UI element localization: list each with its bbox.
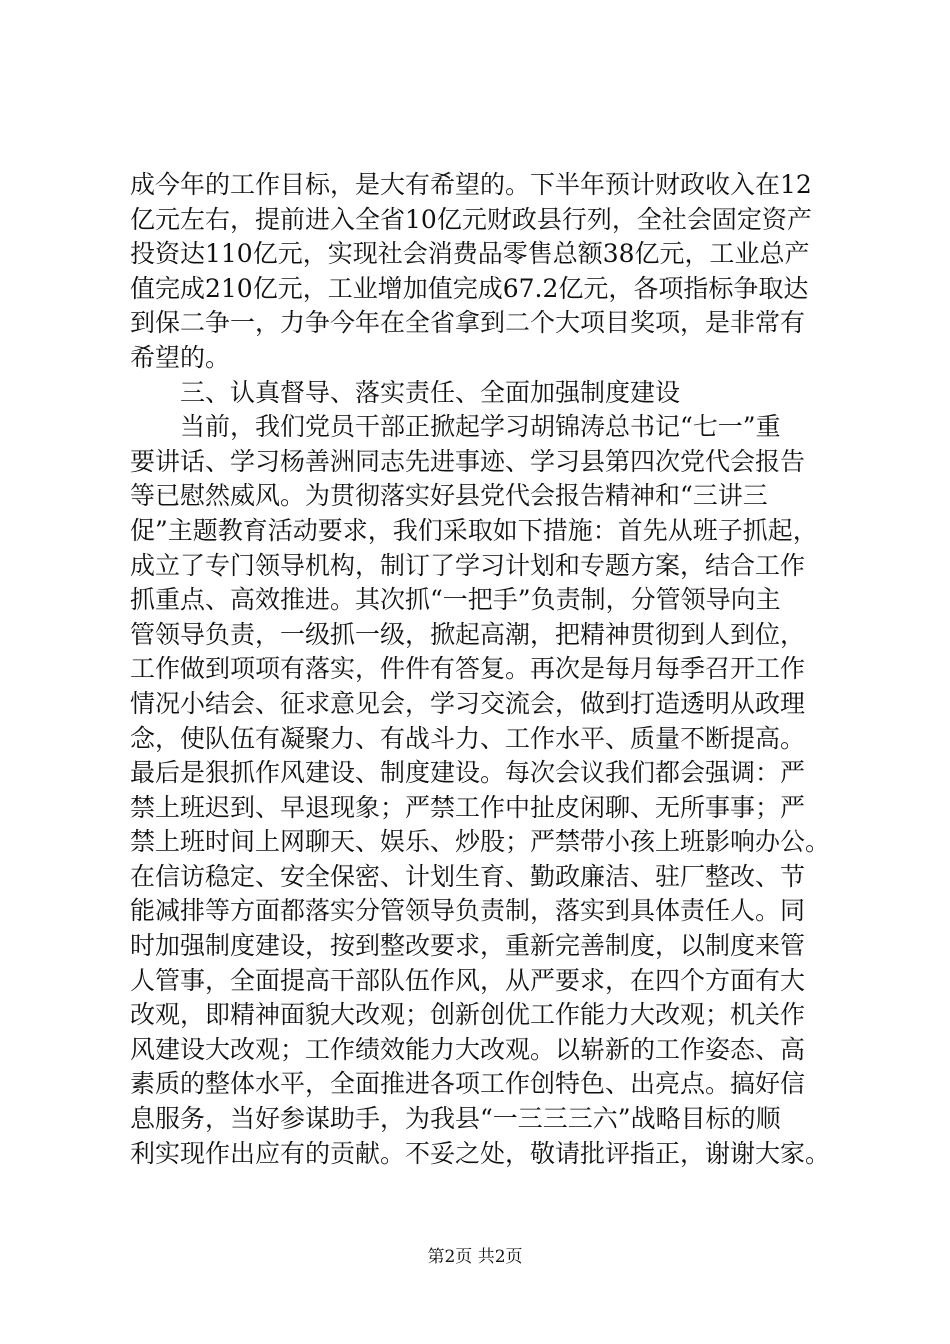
text-line: 最后是狠抓作风建设、制度建设。每次会议我们都会强调：严 — [130, 758, 806, 788]
text-line: 管领导负责，一级抓一级，掀起高潮，把精神贯彻到人到位， — [130, 619, 806, 649]
text-line: 素质的整体水平，全面推进各项工作创特色、出亮点。搞好信 — [130, 1069, 806, 1099]
text-line: 在信访稳定、安全保密、计划生育、勤政廉洁、驻厂整改、节 — [130, 861, 806, 891]
text-line: 到保二争一，力争今年在全省拿到二个大项目奖项，是非常有 — [130, 308, 806, 338]
text-line: 息服务，当好参谋助手，为我县“一三三三六”战略目标的顺 — [130, 1104, 781, 1134]
text-line: 时加强制度建设，按到整改要求，重新完善制度，以制度来管 — [130, 931, 806, 961]
text-line: 要讲话、学习杨善洲同志先进事迹、学习县第四次党代会报告 — [130, 446, 806, 476]
text-line: 成立了专门领导机构，制订了学习计划和专题方案，结合工作 — [130, 550, 806, 580]
text-line: 等已慰然威风。为贯彻落实好县党代会报告精神和“三讲三 — [130, 481, 768, 511]
document-body — [130, 168, 850, 1171]
text-line: 值完成210亿元，工业增加值完成67.2亿元，各项指标争取达 — [130, 273, 809, 303]
text-line: 能减排等方面都落实分管领导负责制，落实到具体责任人。同 — [130, 896, 806, 926]
text-line: 人管事，全面提高干部队伍作风，从严要求，在四个方面有大 — [130, 965, 806, 995]
text-line: 利实现作出应有的贡献。不妥之处，敬请批评指正，谢谢大家。 — [130, 1138, 831, 1168]
text-line: 希望的。 — [130, 342, 231, 372]
text-line: 亿元左右，提前进入全省10亿元财政县行列，全社会固定资产 — [130, 204, 812, 234]
text-line: 禁上班迟到、早退现象；严禁工作中扯皮闲聊、无所事事；严 — [130, 792, 806, 822]
text-line: 成今年的工作目标，是大有希望的。下半年预计财政收入在12 — [130, 170, 812, 199]
section-heading: 三、认真督导、落实责任、全面加强制度建设 — [180, 377, 681, 407]
text-line: 改观，即精神面貌大改观；创新创优工作能力大改观；机关作 — [130, 1000, 806, 1030]
text-line: 风建设大改观；工作绩效能力大改观。以崭新的工作姿态、高 — [130, 1034, 806, 1064]
text-line: 念，使队伍有凝聚力、有战斗力、工作水平、质量不断提高。 — [130, 723, 806, 753]
text-line: 禁上班时间上网聊天、娱乐、炒股；严禁带小孩上班影响办公。 — [130, 827, 831, 857]
text-line: 情况小结会、征求意见会，学习交流会，做到打造透明从政理 — [130, 688, 806, 718]
paragraph-first-line: 当前，我们党员干部正掀起学习胡锦涛总书记“七一”重 — [180, 412, 781, 442]
text-line: 投资达110亿元，实现社会消费品零售总额38亿元，工业总产 — [130, 239, 810, 269]
text-line: 促”主题教育活动要求，我们采取如下措施：首先从班子抓起， — [130, 515, 818, 545]
text-line: 抓重点、高效推进。其次抓“一把手”负责制，分管领导向主 — [130, 585, 781, 615]
text-line: 工作做到项项有落实，件件有答复。再次是每月每季召开工作 — [130, 654, 806, 684]
page-number-footer: 第2页 共2页 — [427, 1247, 523, 1267]
